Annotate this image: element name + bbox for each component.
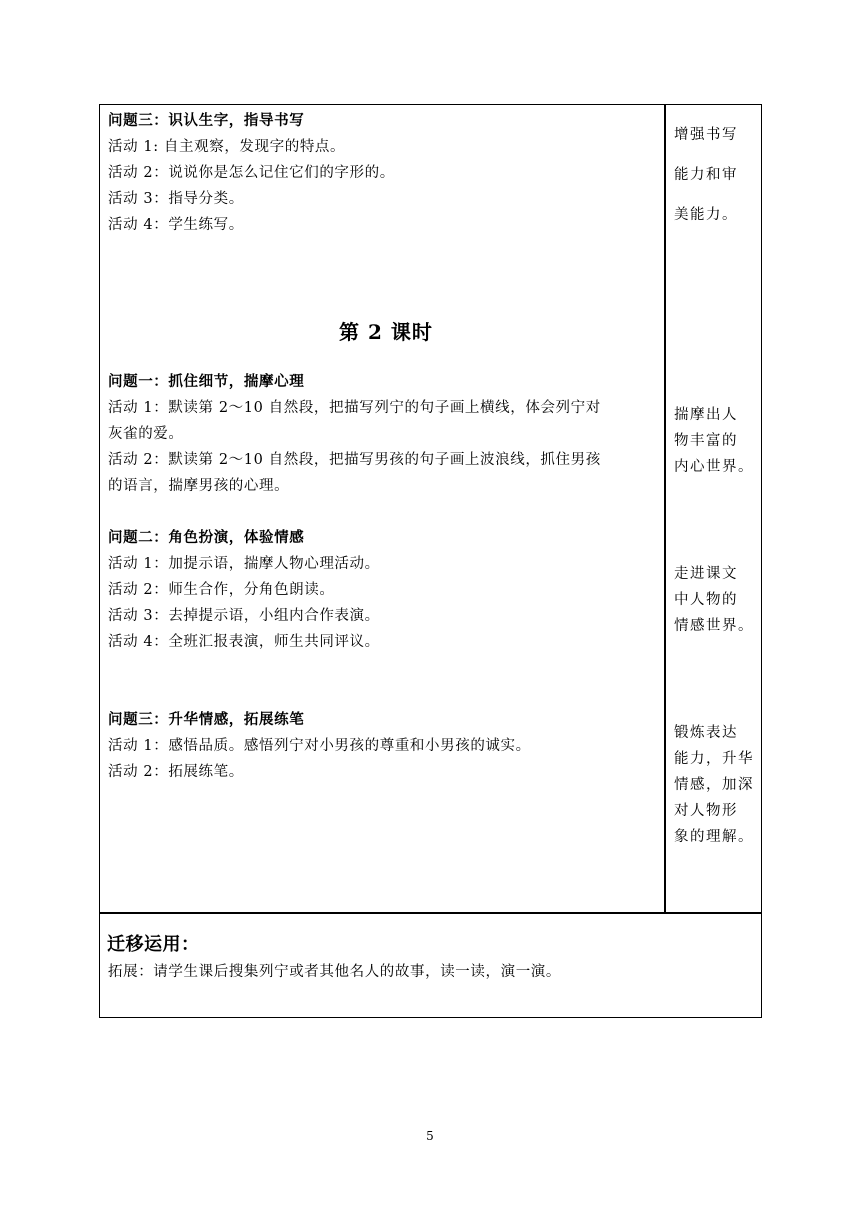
l2-q3-note-5: 象的理解。 (674, 829, 754, 845)
l2-q2-activity-1: 活动 1：加提示语，揣摩人物心理活动。 (108, 556, 380, 572)
transfer-text: 拓展：请学生课后搜集列宁或者其他名人的故事，读一读，演一演。 (108, 964, 561, 980)
l2-q3-title: 问题三：升华情感，拓展练笔 (108, 711, 305, 728)
l2-q3-note-3: 情感，加深 (674, 777, 754, 793)
l2-q2-note-3: 情感世界。 (674, 618, 754, 634)
l2-q3-activity-2: 活动 2：拓展练笔。 (108, 764, 244, 780)
l2-q3-note-4: 对人物形 (674, 803, 738, 819)
l2-q3-note-1: 锻炼表达 (674, 725, 738, 741)
lesson2-heading: 第 2 课时 (339, 320, 433, 344)
l2-q2-title: 问题二：角色扮演，体验情感 (108, 529, 305, 546)
l2-q1-title: 问题一：抓住细节，揣摩心理 (108, 373, 305, 390)
l2-q1-note-3: 内心世界。 (674, 459, 754, 475)
l2-q1-line-4: 的语言，揣摩男孩的心理。 (108, 478, 290, 494)
l2-q2-activity-4: 活动 4：全班汇报表演，师生共同评议。 (108, 634, 380, 650)
l2-q3-activity-1: 活动 1：感悟品质。感悟列宁对小男孩的尊重和小男孩的诚实。 (108, 738, 531, 754)
l2-q3-note-2: 能力，升华 (674, 751, 754, 767)
l2-q1-note-1: 揣摩出人 (674, 407, 738, 423)
l2-q1-note-2: 物丰富的 (674, 433, 738, 449)
page-number: 5 (426, 1129, 434, 1143)
l2-q1-line-3: 活动 2：默读第 2～10 自然段，把描写男孩的句子画上波浪线，抓住男孩 (108, 452, 601, 468)
l2-q1-line-2: 灰雀的爱。 (108, 426, 184, 442)
l2-q2-note-1: 走进课文 (674, 566, 738, 582)
section-divider (99, 912, 762, 914)
column-divider (664, 104, 666, 913)
l1-q3-note-2: 能力和审 (674, 167, 738, 183)
l1-q3-activity-1: 活动 1: 自主观察，发现字的特点。 (108, 139, 346, 155)
l1-q3-title: 问题三：识认生字，指导书写 (108, 112, 305, 129)
l1-q3-activity-4: 活动 4：学生练写。 (108, 217, 244, 233)
l1-q3-note-1: 增强书写 (674, 127, 738, 143)
l2-q2-activity-2: 活动 2：师生合作，分角色朗读。 (108, 582, 335, 598)
l2-q2-activity-3: 活动 3：去掉提示语，小组内合作表演。 (108, 608, 380, 624)
l2-q1-line-1: 活动 1：默读第 2～10 自然段，把描写列宁的句子画上横线，体会列宁对 (108, 400, 601, 416)
l1-q3-activity-3: 活动 3：指导分类。 (108, 191, 244, 207)
l1-q3-note-3: 美能力。 (674, 207, 738, 223)
transfer-title: 迁移运用： (107, 934, 200, 955)
l2-q2-note-2: 中人物的 (674, 592, 738, 608)
l1-q3-activity-2: 活动 2：说说你是怎么记住它们的字形的。 (108, 165, 395, 181)
